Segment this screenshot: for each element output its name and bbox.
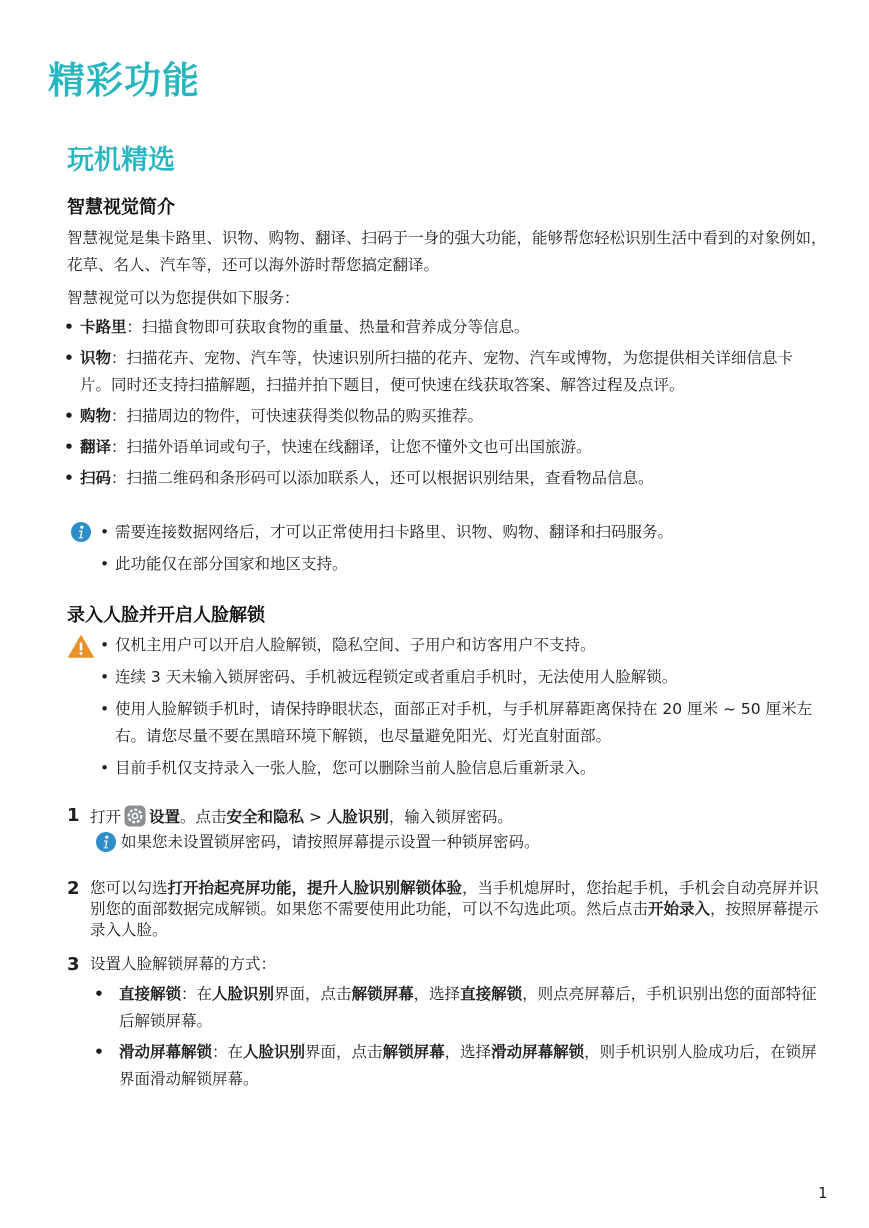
warning-item: • 使用人脸解锁手机时，请保持睁眼状态，面部正对手机，与手机屏幕距离保持在 20 厘米 ~ 50 厘米左右。请您尽量不要在黑暗环境下解锁，也尽量避免阳光、灯光直射面部。 [68, 696, 828, 750]
section-title: 玩机精选 [67, 145, 175, 176]
list-item: • 识物：扫描花卉、宠物、汽车等，快速识别所扫描的花卉、宠物、汽车或博物，为您提供相关详细信息卡片。同时还支持扫描解题，扫描并拍下题目，便可快速在线获取答案、解答过程及点评。 [64, 345, 824, 399]
step-number: 2 [67, 878, 80, 899]
step-3: 3 设置人脸解锁屏幕的方式： • 直接解锁：在人脸识别界面，点击解锁屏幕，选择直接解锁，则点亮屏幕后，手机识别出您的面部特征后解锁屏幕。 • 滑动屏幕解锁：在人脸识别界面，点击解锁屏幕，选择滑动屏幕解锁，则手机识别人脸成功后，在锁屏界面滑动解锁屏幕。 [67, 954, 827, 1097]
step-number: 1 [67, 805, 80, 826]
step-number: 3 [67, 954, 80, 975]
step-2: 2 您可以勾选打开抬起亮屏功能，提升人脸识别解锁体验，当手机熄屏时，您抬起手机，手机会自动亮屏并识别您的面部数据完成解锁。如果您不需要使用此功能，可以不勾选此项。然后点击开始录入，按照屏幕提示录入人脸。 [67, 878, 819, 939]
list-item: • 滑动屏幕解锁：在人脸识别界面，点击解锁屏幕，选择滑动屏幕解锁，则手机识别人脸成功后，在锁屏界面滑动解锁屏幕。 [92, 1039, 827, 1093]
step-1-note: 如果您未设置锁屏密码，请按照屏幕提示设置一种锁屏密码。 [95, 831, 827, 853]
vision-intro: 智慧视觉是集卡路里、识物、购物、翻译、扫码于一身的强大功能，能够帮您轻松识别生活中看到的对象例如，花草、名人、汽车等，还可以海外游时帮您搞定翻译。 [67, 229, 827, 274]
vision-note-box [68, 519, 828, 583]
list-item: • 扫码：扫描二维码和条形码可以添加联系人，还可以根据识别结果，查看物品信息。 [64, 465, 824, 492]
info-icon [95, 831, 117, 853]
vision-heading: 智慧视觉简介 [67, 197, 175, 218]
step-3-options [92, 981, 827, 1093]
note-item: • 需要连接数据网络后，才可以正常使用扫卡路里、识物、购物、翻译和扫码服务。 [68, 519, 828, 546]
list-item: • 购物：扫描周边的物件，可快速获得类似物品的购买推荐。 [64, 403, 824, 430]
warning-item: • 连续 3 天未输入锁屏密码、手机被远程锁定或者重启手机时，无法使用人脸解锁。 [68, 664, 828, 691]
page-title: 精彩功能 [48, 59, 200, 102]
face-heading: 录入人脸并开启人脸解锁 [67, 605, 265, 626]
vision-services-intro: 智慧视觉可以为您提供如下服务： [67, 289, 300, 307]
settings-icon [124, 805, 146, 827]
warning-item: • 仅机主用户可以开启人脸解锁，隐私空间、子用户和访客用户不支持。 [68, 632, 828, 659]
note-item: • 此功能仅在部分国家和地区支持。 [68, 551, 828, 578]
list-item: • 直接解锁：在人脸识别界面，点击解锁屏幕，选择直接解锁，则点亮屏幕后，手机识别出您的面部特征后解锁屏幕。 [92, 981, 827, 1035]
step-1: 1 打开 设置。点击安全和隐私 > 人脸识别，输入锁屏密码。 如果您未设置锁屏密码，请按照屏幕提示设置一种锁屏密码。 [67, 805, 827, 853]
list-item: • 卡路里：扫描食物即可获取食物的重量、热量和营养成分等信息。 [64, 314, 824, 341]
vision-services-list [64, 314, 824, 496]
list-item: • 翻译：扫描外语单词或句子，快速在线翻译，让您不懂外文也可出国旅游。 [64, 434, 824, 461]
face-warning-box [68, 632, 828, 787]
warning-item: • 目前手机仅支持录入一张人脸，您可以删除当前人脸信息后重新录入。 [68, 755, 828, 782]
page-number: 1 [818, 1184, 828, 1202]
